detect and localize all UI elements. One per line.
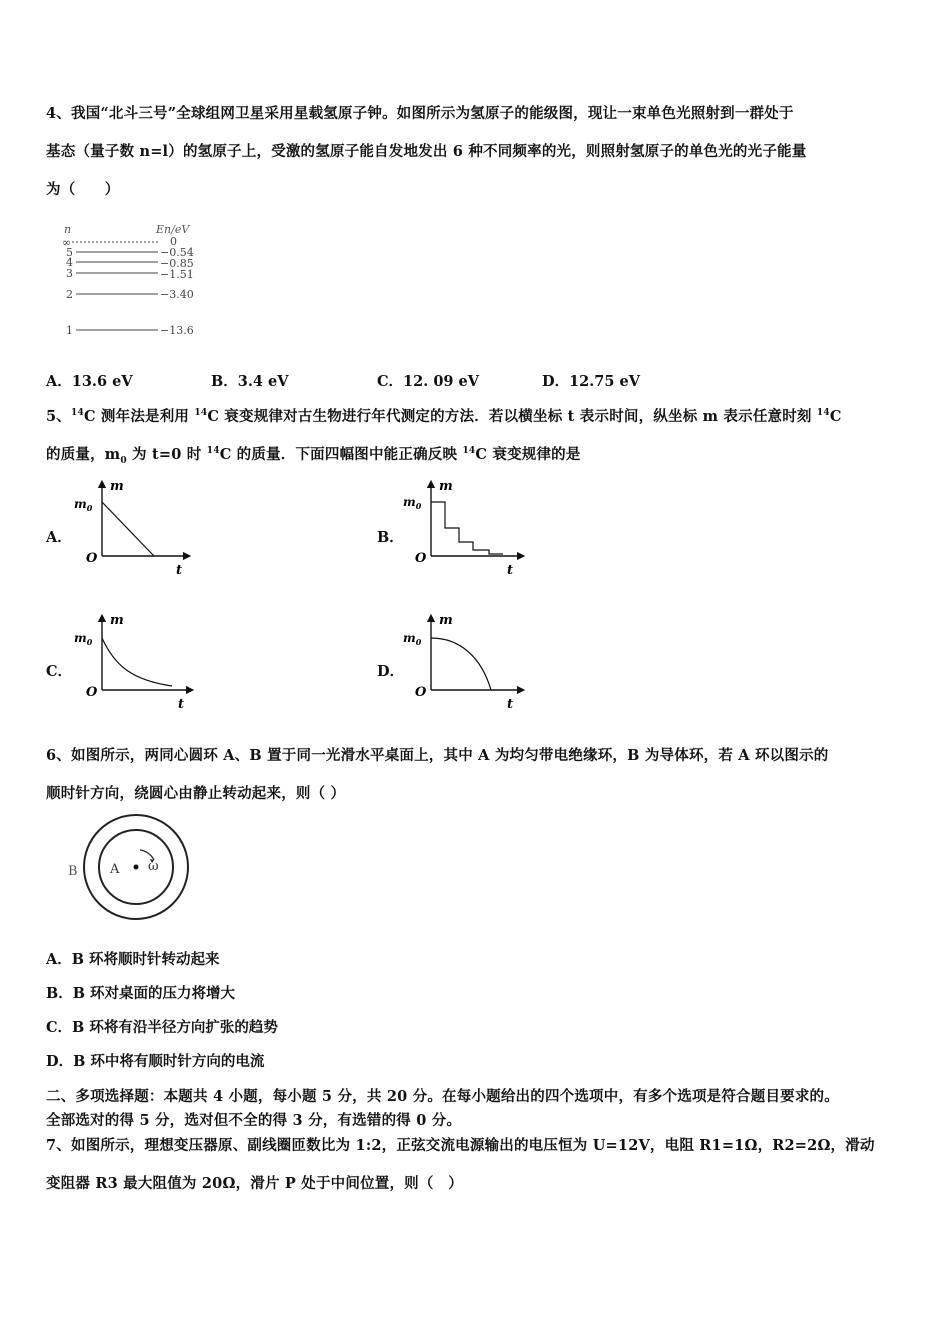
q5-option-c[interactable]: C． <box>46 663 73 680</box>
level-e-4: −0.85 <box>160 257 194 270</box>
level-e-5: −0.54 <box>160 246 194 259</box>
svg-text:m: m <box>110 479 124 494</box>
level-e-2: −3.40 <box>160 288 194 301</box>
svg-text:t: t <box>178 697 185 712</box>
q7-line-1: 7、如图所示，理想变压器原、副线圈匝数比为 1:2，正弦交流电源输出的电压恒为 U=12V，电阻 R1=1Ω，R2=2Ω，滑动 <box>46 1137 875 1154</box>
q4-option-b[interactable]: B．3.4 eV <box>211 373 289 390</box>
q4-line-1: 4、我国“北斗三号”全球组网卫星采用星载氢原子钟。如图所示为氢原子的能级图，现让一束单色光照射到一群处于 <box>46 105 794 122</box>
ring-a-label: A <box>110 862 120 877</box>
svg-text:m0: $m_0$ <box>403 495 422 511</box>
level-e-inf: 0 <box>170 235 177 248</box>
svg-text:m: m <box>439 479 453 494</box>
level-n-4: 4 <box>66 256 73 269</box>
svg-text:O: O <box>86 551 98 566</box>
svg-text:m0: $m_0$ <box>74 497 93 513</box>
q4-option-a[interactable]: A．13.6 eV <box>46 373 133 390</box>
level-e-1: −13.6 <box>160 324 194 337</box>
q6-line-1: 6、如图所示，两同心圆环 A、B 置于同一光滑水平桌面上，其中 A 为均匀带电绝缘环，B 为导体环，若 A 环以图示的 <box>46 747 829 764</box>
svg-text:m: m <box>110 613 124 628</box>
level-n-1: 1 <box>66 324 73 337</box>
ring-b-label: B <box>68 864 78 879</box>
svg-text:t: t <box>507 563 514 578</box>
concentric-rings-diagram <box>62 812 202 922</box>
level-n-5: 5 <box>66 246 73 259</box>
graph-a-linear <box>72 478 202 578</box>
energy-axis-label: En/eV <box>156 223 190 236</box>
q6-option-b[interactable]: B．B 环对桌面的压力将增大 <box>46 985 236 1002</box>
q4-line-2: 基态（量子数 n=l）的氢原子上，受激的氢原子能自发地发出 6 种不同频率的光，则照射氢原子的单色光的光子能量 <box>46 143 807 160</box>
energy-level-diagram <box>58 222 218 342</box>
n-axis-label: n <box>64 223 72 236</box>
graph-d-concave <box>403 612 533 712</box>
svg-text:t: t <box>176 563 183 578</box>
q5-option-b[interactable]: B． <box>377 529 404 546</box>
section2-line-2: 全部选对的得 5 分，选对但不全的得 3 分，有选错的得 0 分。 <box>46 1112 462 1129</box>
level-n-2: 2 <box>66 288 73 301</box>
q4-line-3: 为（ ） <box>46 181 120 198</box>
svg-text:m0: $m_0$ <box>74 631 93 647</box>
level-n-inf: ∞ <box>62 236 72 249</box>
q7-line-2: 变阻器 R3 最大阻值为 20Ω，滑片 P 处于中间位置，则（ ） <box>46 1175 463 1192</box>
svg-text:m: m <box>439 613 453 628</box>
svg-text:m0: $m_0$ <box>403 631 422 647</box>
svg-text:t: t <box>507 697 514 712</box>
q6-line-2: 顺时针方向，绕圆心由静止转动起来，则（ ） <box>46 785 346 802</box>
q6-option-d[interactable]: D．B 环中将有顺时针方向的电流 <box>46 1053 265 1070</box>
level-n-3: 3 <box>66 267 73 280</box>
q5-option-d[interactable]: D． <box>377 663 405 680</box>
svg-text:O: O <box>86 685 98 700</box>
svg-text:O: O <box>415 551 427 566</box>
level-e-3: −1.51 <box>160 268 194 281</box>
section2-line-1: 二、多项选择题：本题共 4 小题，每小题 5 分，共 20 分。在每小题给出的四个选项中，有多个选项是符合题目要求的。 <box>46 1088 839 1105</box>
q4-option-c[interactable]: C．12. 09 eV <box>377 373 480 390</box>
graph-b-step <box>403 478 533 578</box>
q5-line-2: 的质量，$m_0$ 为 t=0 时 $^{14}$C 的质量．下面四幅图中能正确反映 $^{14}$C 衰变规律的是 <box>46 446 581 466</box>
q4-option-d[interactable]: D．12.75 eV <box>542 373 641 390</box>
graph-c-exponential <box>72 612 202 712</box>
q6-option-c[interactable]: C．B 环将有沿半径方向扩张的趋势 <box>46 1019 278 1036</box>
q5-line-1: 5、$^{14}$C 测年法是利用 $^{14}$C 衰变规律对古生物进行年代测定的方法．若以横坐标 t 表示时间，纵坐标 m 表示任意时刻 $^{14}$C <box>46 408 842 425</box>
q6-option-a[interactable]: A．B 环将顺时针转动起来 <box>46 951 220 968</box>
q5-option-a[interactable]: A． <box>46 529 72 546</box>
svg-text:O: O <box>415 685 427 700</box>
omega-label: ω <box>148 859 159 874</box>
